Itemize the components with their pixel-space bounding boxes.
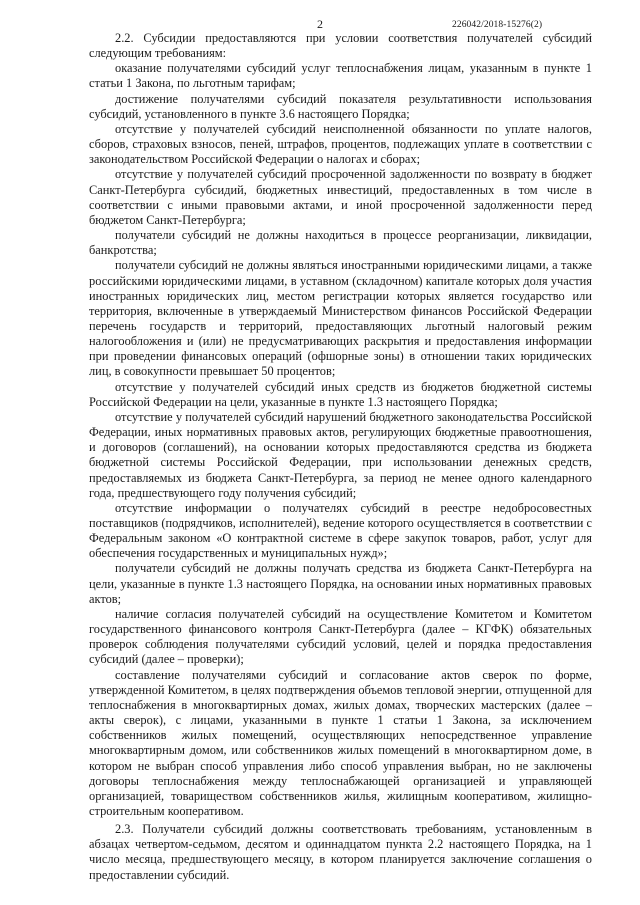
paragraph-requirement: достижение получателями субсидий показателя результативности использования субсидий, установленного в пункте 3.6 настоящего Порядка; <box>89 91 592 121</box>
paragraph-requirement: получатели субсидий не должны получать средства из бюджета Санкт-Петербурга на цели, указанные в пункте 1.3 настоящего Порядка, на основании иных нормативных правовых актов; <box>89 561 592 606</box>
paragraph-requirement: получатели субсидий не должны находиться в процессе реорганизации, ликвидации, банкротства; <box>89 228 592 258</box>
paragraph-requirement: отсутствие у получателей субсидий иных средств из бюджетов бюджетной системы Российской Федерации на цели, указанные в пункте 1.3 настоящего Порядка; <box>89 379 592 409</box>
paragraph-requirement: отсутствие у получателей субсидий неисполненной обязанности по уплате налогов, сборов, страховых взносов, пеней, штрафов, процентов, подлежащих уплате в соответствии с законодательством Российской Федерации о налогах и сборах; <box>89 121 592 167</box>
page-number: 2 <box>317 17 323 31</box>
paragraph-requirement: получатели субсидий не должны являться иностранными юридическими лицами, а также российскими юридическими лицами, в уставном (складочном) капитале которых доля участия иностранных юридических лиц, местом регистрации которых является государство или территория, включенные в утверждаемый Министерством финансов Российской Федерации перечень государств и территорий, предоставляющих льготный налоговый режим налогообложения и (или) не предусматривающих раскрытия и предоставления информации при проведении финансовых операций (офшорные зоны) в отношении таких юридических лиц, в совокупности превышает 50 процентов; <box>89 258 592 379</box>
paragraph-2-2-intro: 2.2. Субсидии предоставляются при условии соответствия получателей субсидий следующим требованиям: <box>89 31 592 61</box>
paragraph-requirement: наличие согласия получателей субсидий на осуществление Комитетом и Комитетом государственного финансового контроля Санкт-Петербурга (далее – КГФК) обязательных проверок соблюдения получателями субсидий условий, целей и порядка предоставления субсидий (далее – проверки); <box>89 606 592 667</box>
paragraph-requirement: составление получателями субсидий и согласование актов сверок по форме, утвержденной Комитетом, в целях подтверждения объемов тепловой энергии, отпущенной для теплоснабжения в многоквартирных домах, жилых домах, творческих мастерских (далее – акты сверок), с лицами, указанными в пункте 1 статьи 1 Закона, за исключением собственников жилых помещений, осуществляющих непосредственное управление многоквартирным домом, или собственников жилых помещений в многоквартирном доме, в котором не выбран способ управления либо способ управления выбран, но не заключены договоры теплоснабжения между теплоснабжающей организацией и управляющей организацией, товариществом собственников жилья, жилищным кооперативом, жилищно-строительным кооперативом. <box>89 667 592 818</box>
paragraph-2-3: 2.3. Получатели субсидий должны соответствовать требованиям, установленным в абзацах четвертом-седьмом, десятом и одиннадцатом пункта 2.2 настоящего Порядка, на 1 число месяца, предшествующего месяцу, в котором планируется заключение соглашения о предоставлении субсидий. <box>89 822 592 882</box>
document-id: 226042/2018-15276(2) <box>452 20 543 30</box>
paragraph-requirement: отсутствие информации о получателях субсидий в реестре недобросовестных поставщиков (подрядчиков, исполнителей), ведение которого осуществляется в соответствии с Федеральным законом «О контрактной системе в сфере закупок товаров, работ, услуг для обеспечения государственных и муниципальных нужд»; <box>89 500 592 561</box>
paragraph-requirement: оказание получателями субсидий услуг теплоснабжения лицам, указанным в пункте 1 статьи 1 Закона, по льготным тарифам; <box>89 61 592 91</box>
paragraph-requirement: отсутствие у получателей субсидий нарушений бюджетного законодательства Российской Федерации, иных нормативных правовых актов, регулирующих бюджетные правоотношения, и договоров (соглашений), на основании которых предоставляются средства из бюджета бюджетной системы Российской Федерации, при использовании денежных средств, предоставляемых из бюджета Санкт-Петербурга, за период не менее одного календарного года, предшествующего году получения субсидий; <box>89 409 592 500</box>
paragraph-requirement: отсутствие у получателей субсидий просроченной задолженности по возврату в бюджет Санкт-Петербурга субсидий, бюджетных инвестиций, предоставленных в том числе в соответствии с иными правовыми актами, и иной просроченной задолженности перед бюджетом Санкт-Петербурга; <box>89 167 592 227</box>
document-body <box>89 31 592 883</box>
